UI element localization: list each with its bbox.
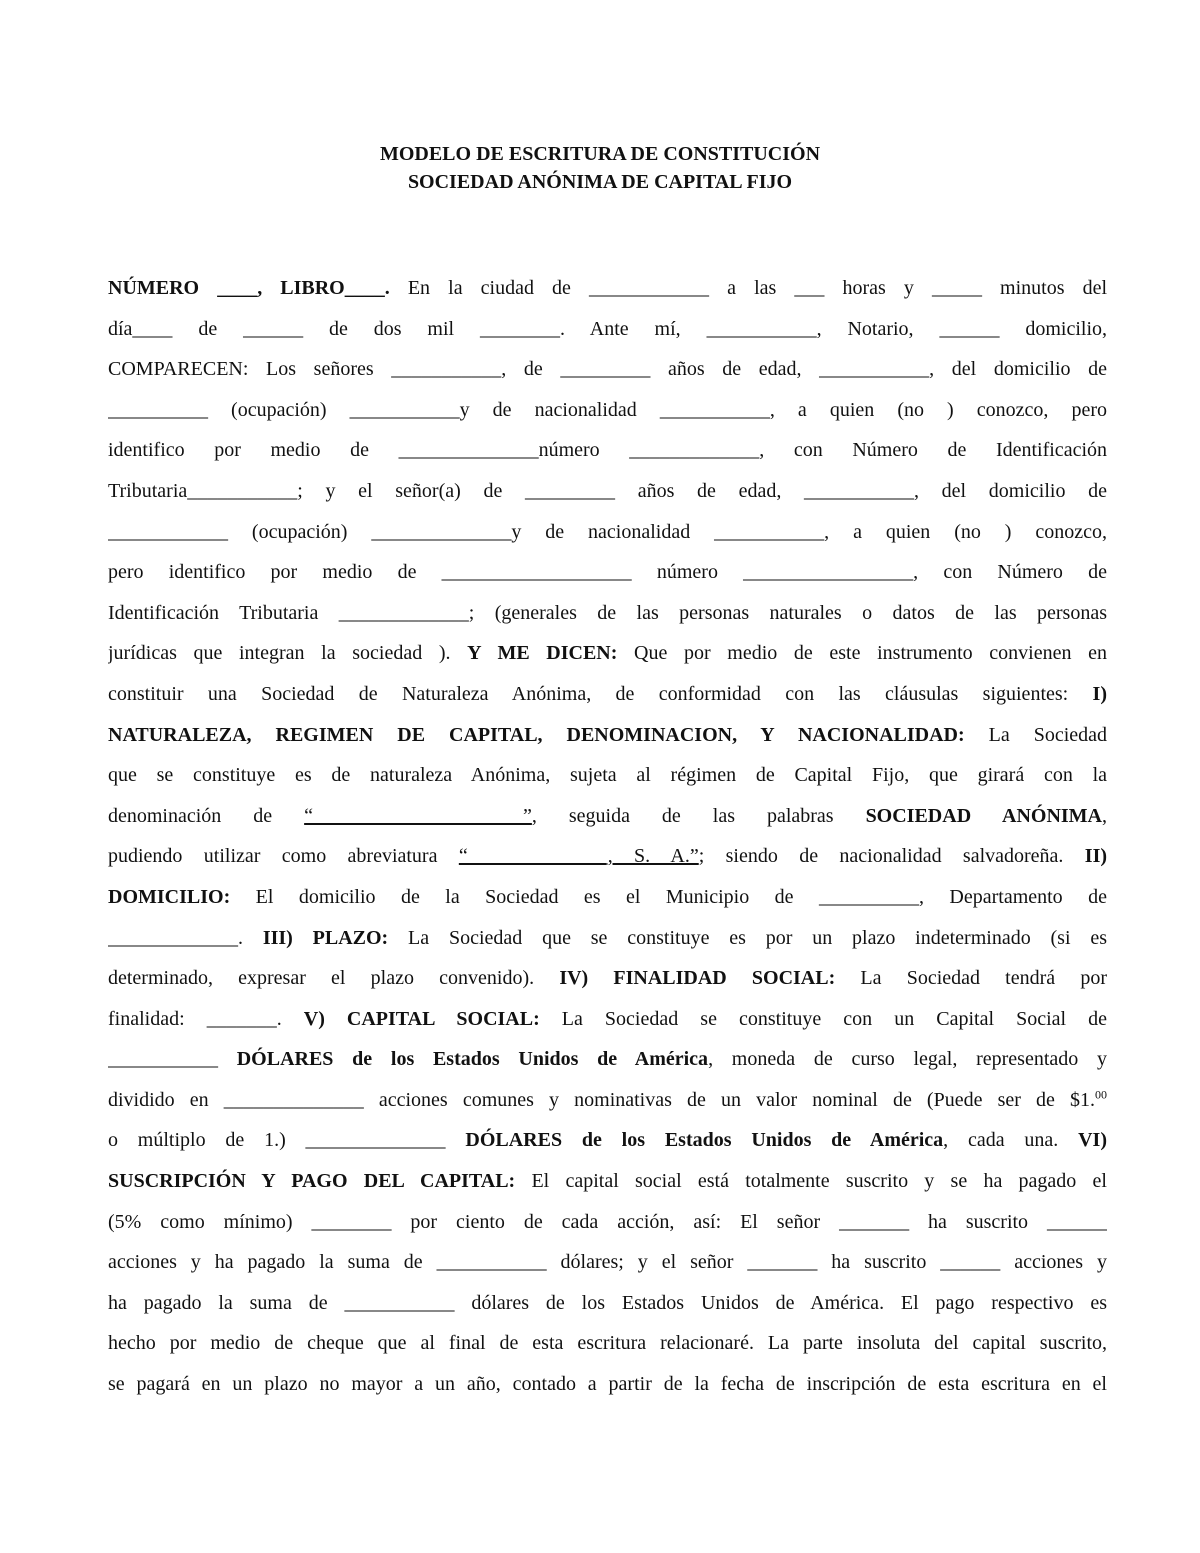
body-line: ___________ DÓLARES de los Estados Unidos de América, moneda de curso legal, representado y bbox=[108, 1048, 1107, 1071]
body-line: Tributaria___________; y el señor(a) de _________ años de edad, ___________, del domicilio de bbox=[108, 479, 1107, 502]
body-line: día____ de ______ de dos mil ________. Ante mí, ___________, Notario, ______ domicilio, bbox=[108, 317, 1107, 340]
body-line: acciones y ha pagado la suma de ___________ dólares; y el señor _______ ha suscrito ______ acciones y bbox=[108, 1251, 1107, 1274]
dolares-bold: DÓLARES de los Estados Unidos de América bbox=[236, 1048, 709, 1071]
abreviatura-blank: “______________, S. A.” bbox=[458, 845, 699, 868]
y-me-dicen-heading: Y ME DICEN: bbox=[467, 642, 618, 665]
body-line: (5% como mínimo) ________ por ciento de cada acción, así: El señor _______ ha suscrito ______ bbox=[108, 1210, 1107, 1233]
body-line: _____________. III) PLAZO: La Sociedad que se constituye es por un plazo indeterminado (si es bbox=[108, 926, 1107, 949]
body-line: SUSCRIPCIÓN Y PAGO DEL CAPITAL: El capital social está totalmente suscrito y se ha pagado el bbox=[108, 1170, 1107, 1193]
clause-heading-finalidad: IV) FINALIDAD SOCIAL: bbox=[559, 967, 836, 990]
clause-number: VI) bbox=[1078, 1129, 1107, 1152]
body-line: denominación de “_____________________”, seguida de las palabras SOCIEDAD ANÓNIMA, bbox=[108, 804, 1107, 827]
body-line: pero identifico por medio de ___________________ número _________________, con Número de bbox=[108, 561, 1107, 584]
sociedad-anonima-bold: SOCIEDAD ANÓNIMA bbox=[865, 804, 1102, 827]
document-body bbox=[108, 268, 1107, 1405]
body-line: dividido en ______________ acciones comunes y nominativas de un valor nominal de (Puede ser de $1.00 bbox=[108, 1087, 1107, 1111]
body-line: ____________ (ocupación) ______________y de nacionalidad ___________, a quien (no ) conozco, bbox=[108, 520, 1107, 543]
clause-heading-plazo: III) PLAZO: bbox=[262, 926, 389, 949]
clause-number: II) bbox=[1084, 845, 1107, 868]
body-line: hecho por medio de cheque que al final de esta escritura relacionaré. La parte insoluta del capital suscrito, bbox=[108, 1332, 1107, 1355]
body-line: pudiendo utilizar como abreviatura “______________, S. A.”; siendo de nacionalidad salvadoreña. II) bbox=[108, 845, 1107, 868]
body-line: ha pagado la suma de ___________ dólares de los Estados Unidos de América. El pago respectivo es bbox=[108, 1291, 1107, 1314]
body-line: NÚMERO ____, LIBRO____. En la ciudad de ____________ a las ___ horas y _____ minutos del bbox=[108, 277, 1107, 299]
superscript: 00 bbox=[1095, 1087, 1107, 1102]
body-line: jurídicas que integran la sociedad ). Y ME DICEN: Que por medio de este instrumento convienen en bbox=[108, 642, 1107, 665]
clause-number: I) bbox=[1092, 682, 1107, 705]
clause-heading-domicilio: DOMICILIO: bbox=[108, 885, 231, 908]
document-title-line2: SOCIEDAD ANÓNIMA DE CAPITAL FIJO bbox=[407, 171, 793, 193]
document-title-line1: MODELO DE ESCRITURA DE CONSTITUCIÓN bbox=[379, 143, 821, 165]
body-line: se pagará en un plazo no mayor a un año, contado a partir de la fecha de inscripción de esta escritura en el bbox=[108, 1373, 1107, 1396]
clause-heading-suscripcion: SUSCRIPCIÓN Y PAGO DEL CAPITAL: bbox=[108, 1170, 516, 1193]
body-line: identifico por medio de ______________número _____________, con Número de Identificación bbox=[108, 439, 1107, 462]
body-line: finalidad: _______. V) CAPITAL SOCIAL: La Sociedad se constituye con un Capital Social de bbox=[108, 1007, 1107, 1030]
body-line: Identificación Tributaria _____________; (generales de las personas naturales o datos de las personas bbox=[108, 601, 1107, 624]
body-line: NATURALEZA, REGIMEN DE CAPITAL, DENOMINACION, Y NACIONALIDAD: La Sociedad bbox=[108, 723, 1107, 746]
body-line: determinado, expresar el plazo convenido). IV) FINALIDAD SOCIAL: La Sociedad tendrá por bbox=[108, 967, 1107, 990]
denominacion-blank: “_____________________” bbox=[304, 804, 532, 827]
body-line: que se constituye es de naturaleza Anónima, sujeta al régimen de Capital Fijo, que girará con la bbox=[108, 764, 1107, 787]
clause-heading-capital: V) CAPITAL SOCIAL: bbox=[303, 1007, 540, 1030]
body-line: constituir una Sociedad de Naturaleza Anónima, de conformidad con las cláusulas siguientes: I) bbox=[108, 682, 1107, 705]
dolares-bold: DÓLARES de los Estados Unidos de América bbox=[465, 1129, 944, 1152]
numero-libro-label: NÚMERO ____, LIBRO____. bbox=[108, 277, 390, 299]
body-line: COMPARECEN: Los señores ___________, de _________ años de edad, ___________, del domicilio de bbox=[108, 358, 1107, 381]
clause-heading-naturaleza: NATURALEZA, REGIMEN DE CAPITAL, DENOMINACION, Y NACIONALIDAD: bbox=[108, 723, 965, 746]
body-line: o múltiplo de 1.) ______________ DÓLARES de los Estados Unidos de América, cada una. VI) bbox=[108, 1129, 1107, 1152]
body-line: __________ (ocupación) ___________y de nacionalidad ___________, a quien (no ) conozco, pero bbox=[108, 398, 1107, 421]
body-line: DOMICILIO: El domicilio de la Sociedad es el Municipio de __________, Departamento de bbox=[108, 885, 1107, 908]
